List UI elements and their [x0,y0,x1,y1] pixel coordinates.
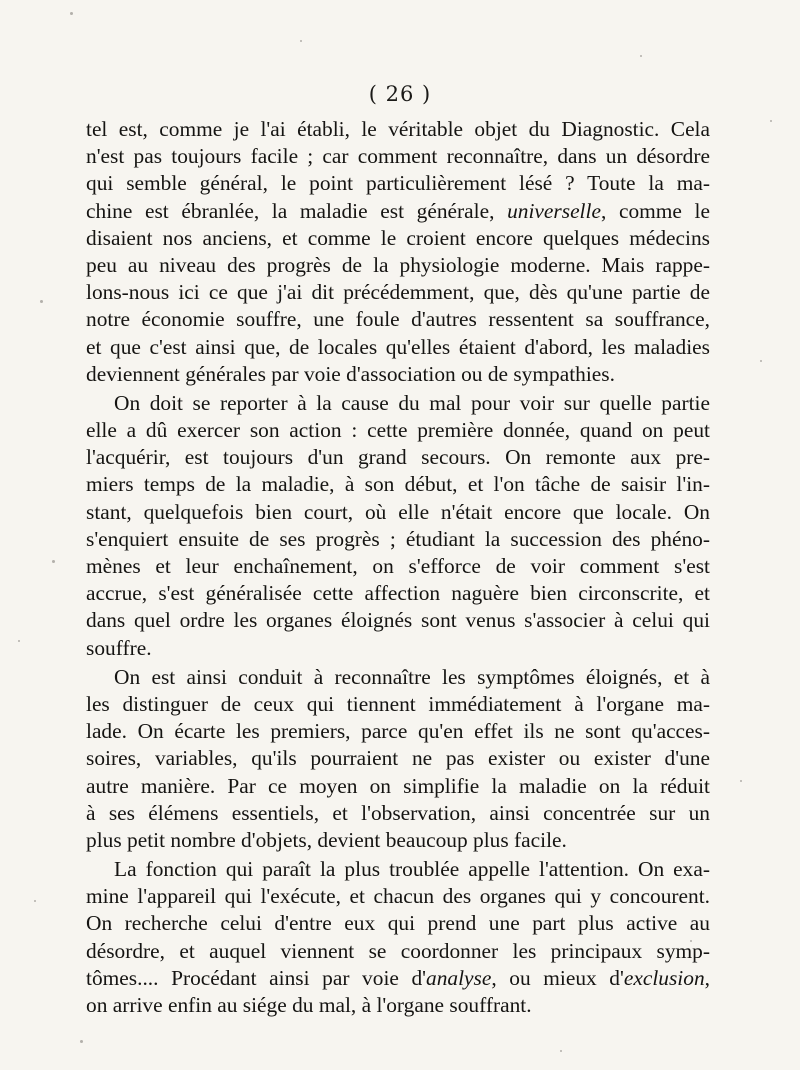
paper-speck [740,780,742,782]
text-line: l'acquérir, est toujours d'un grand secours. On remonte aux pre- [86,445,710,470]
text-line: autre manière. Par ce moyen on simplifie la maladie on la réduit [86,773,710,798]
paragraph [86,856,710,1019]
paper-speck [80,1040,83,1043]
italic-term: universelle [507,198,601,223]
text-line: lade. On écarte les premiers, parce qu'en effet ils ne sont qu'acces- [86,719,710,744]
text-line: on arrive enfin au siége du mal, à l'organe souffrant. [86,993,532,1017]
italic-term: analyse [426,965,492,990]
text-line: qui semble général, le point particulièrement lésé ? Toute la ma- [86,171,710,196]
text-line: On est ainsi conduit à reconnaître les symptômes éloignés, et à [114,664,710,689]
text-line: soires, variables, qu'ils pourraient ne pas exister ou exister d'une [86,746,710,771]
paper-speck [52,560,55,563]
text-line: accrue, s'est généralisée cette affection naguère bien circonscrite, et [86,581,710,606]
text-line: stant, quelquefois bien court, où elle n'était encore que locale. On [86,499,710,524]
text-line: miers temps de la maladie, à son début, et l'on tâche de saisir l'in- [86,472,710,497]
paper-speck [300,40,302,42]
paper-speck [640,55,642,57]
body-text [86,116,710,1019]
paragraph [86,664,710,854]
text-line: et que c'est ainsi que, de locales qu'elles étaient d'abord, les maladies [86,334,710,359]
text-line: s'enquiert ensuite de ses progrès ; étudiant la succession des phéno- [86,526,710,551]
page-number: ( 26 ) [368,82,432,106]
text-line: mine l'appareil qui l'exécute, et chacun des organes qui y concourent. [86,884,710,909]
text-line: On recherche celui d'entre eux qui prend une part plus active au [86,911,710,936]
italic-term: exclusion [623,965,705,990]
text-line: La fonction qui paraît la plus troublée appelle l'attention. On exa- [114,857,710,882]
text-line: tel est, comme je l'ai établi, le véritable objet du Diagnostic. Cela [86,117,710,141]
paper-speck [40,300,43,303]
text-line [86,965,710,992]
text-line: On doit se reporter à la cause du mal pour voir sur quelle partie [114,390,710,415]
paper-speck [560,1050,562,1052]
paragraph [86,390,710,662]
text-line: plus petit nombre d'objets, devient beaucoup plus facile. [86,827,567,852]
text-line: disaient nos anciens, et comme le croient encore quelques médecins [86,225,710,250]
text-line: notre économie souffre, une foule d'autres ressentent sa souffrance, [86,307,710,332]
paper-speck [760,360,762,362]
text-line: peu au niveau des progrès de la physiologie moderne. Mais rappe- [86,252,710,277]
text-line: à ses élémens essentiels, et l'observation, ainsi concentrée sur un [86,800,710,825]
text-segment: tômes.... Procédant ainsi par voie d' [86,965,427,990]
text-segment: , comme le [600,198,710,223]
text-line: mènes et leur enchaînement, on s'efforce de voir comment s'est [86,554,710,578]
text-line: elle a dû exercer son action : cette première donnée, quand on peut [86,418,710,443]
text-line: les distinguer de ceux qui tiennent immédiatement à l'organe ma- [86,691,710,716]
text-line: n'est pas toujours facile ; car comment reconnaître, dans un désordre [86,144,710,169]
text-segment: chine est ébranlée, la maladie est générale, [86,198,508,223]
paper-speck [770,120,772,122]
paper-speck [70,12,73,15]
paper-speck [18,640,20,642]
text-segment: , ou mieux d' [491,965,624,990]
text-line: dans quel ordre les organes éloignés sont venus s'associer à celui qui [86,608,710,633]
text-line: lons-nous ici ce que j'ai dit précédemment, que, dès qu'une partie de [86,280,710,305]
paragraph [86,116,710,388]
text-line: souffre. [86,635,152,660]
text-segment: , [704,965,710,990]
text-line: désordre, et auquel viennent se coordonner les principaux symp- [86,938,710,963]
text-line: deviennent générales par voie d'association ou de sympathies. [86,361,615,386]
text-line [86,198,710,225]
paper-speck [34,900,36,902]
